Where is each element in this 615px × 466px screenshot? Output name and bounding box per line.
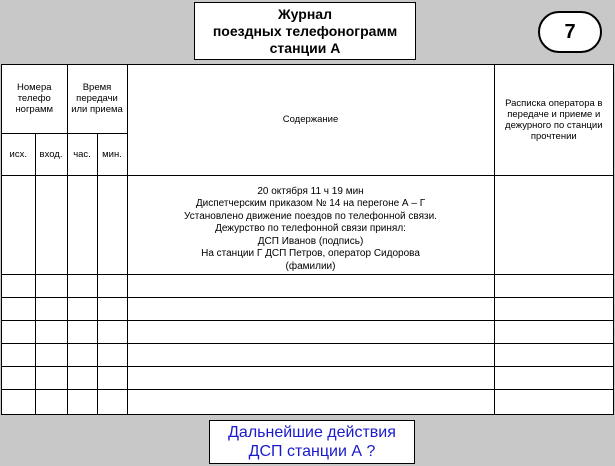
- cell-minutes: [97, 389, 127, 414]
- journal-table: [2, 65, 613, 414]
- cell-content: [127, 343, 494, 366]
- cell-incoming: [35, 366, 67, 389]
- cell-hours: [67, 274, 97, 297]
- entry-line-5: ДСП Иванов (подпись): [257, 235, 364, 247]
- telephonogram-text: [128, 186, 494, 274]
- cell-outgoing: [2, 297, 35, 320]
- journal-table-frame: [1, 64, 614, 415]
- header-content: Содержание: [127, 65, 494, 175]
- cell-minutes: [97, 366, 127, 389]
- cell-incoming: [35, 175, 67, 274]
- cell-hours: [67, 366, 97, 389]
- question-line-2: ДСП станции А ?: [248, 443, 376, 460]
- journal-title: [194, 2, 416, 60]
- cell-receipt: [494, 366, 613, 389]
- cell-receipt: [494, 343, 613, 366]
- cell-receipt: [494, 320, 613, 343]
- cell-content: [127, 389, 494, 414]
- table-row: [2, 175, 613, 274]
- subheader-hours: час.: [67, 133, 97, 175]
- cell-receipt: [494, 274, 613, 297]
- cell-incoming: [35, 343, 67, 366]
- cell-outgoing: [2, 366, 35, 389]
- cell-hours: [67, 343, 97, 366]
- journal-title-line-2: поездных телефонограмм: [212, 22, 398, 39]
- cell-hours: [67, 297, 97, 320]
- cell-content: [127, 175, 494, 274]
- entry-line-6: На станции Г ДСП Петров, оператор Сидорова: [201, 248, 420, 259]
- cell-incoming: [35, 389, 67, 414]
- cell-content: [127, 320, 494, 343]
- cell-outgoing: [2, 274, 35, 297]
- cell-minutes: [97, 274, 127, 297]
- journal-title-line-1: Журнал: [278, 5, 332, 22]
- header-row: [2, 65, 613, 133]
- table-row: [2, 274, 613, 297]
- cell-outgoing: [2, 389, 35, 414]
- entry-line-3: Установлено движение поездов по телефонной связи.: [184, 210, 437, 222]
- cell-content: [127, 297, 494, 320]
- table-row: [2, 343, 613, 366]
- entry-line-2: Диспетчерским приказом № 14 на перегоне А – Г: [195, 198, 426, 209]
- cell-hours: [67, 175, 97, 274]
- cell-receipt: [494, 297, 613, 320]
- cell-outgoing: [2, 320, 35, 343]
- table-row: [2, 320, 613, 343]
- entry-line-4: Дежурство по телефонной связи принял:: [215, 223, 406, 234]
- cell-hours: [67, 389, 97, 414]
- cell-minutes: [97, 297, 127, 320]
- table-row: [2, 389, 613, 414]
- cell-incoming: [35, 297, 67, 320]
- cell-content: [127, 366, 494, 389]
- cell-incoming: [35, 274, 67, 297]
- subheader-minutes: мин.: [97, 133, 127, 175]
- cell-minutes: [97, 343, 127, 366]
- cell-minutes: [97, 320, 127, 343]
- cell-receipt: [494, 175, 613, 274]
- question-box: [209, 420, 415, 464]
- slide-number-badge: 7: [538, 11, 602, 53]
- cell-outgoing: [2, 343, 35, 366]
- journal-title-line-3: станции А: [269, 39, 341, 56]
- subheader-outgoing: исх.: [2, 133, 35, 175]
- subheader-incoming: вход.: [35, 133, 67, 175]
- entry-line-7: (фамилии): [285, 260, 336, 272]
- cell-minutes: [97, 175, 127, 274]
- table-row: [2, 297, 613, 320]
- table-row: [2, 366, 613, 389]
- cell-receipt: [494, 389, 613, 414]
- question-line-1: Дальнейшие действия: [228, 424, 396, 441]
- header-time: Время передачи или приема: [67, 65, 127, 133]
- cell-hours: [67, 320, 97, 343]
- cell-incoming: [35, 320, 67, 343]
- header-receipt: Расписка оператора в передаче и приеме и дежурного по станции прочтении: [494, 65, 613, 175]
- entry-line-1: 20 октября 11 ч 19 мин: [257, 185, 364, 197]
- cell-content: [127, 274, 494, 297]
- header-numbers: Номера телефо нограмм: [2, 65, 67, 133]
- cell-outgoing: [2, 175, 35, 274]
